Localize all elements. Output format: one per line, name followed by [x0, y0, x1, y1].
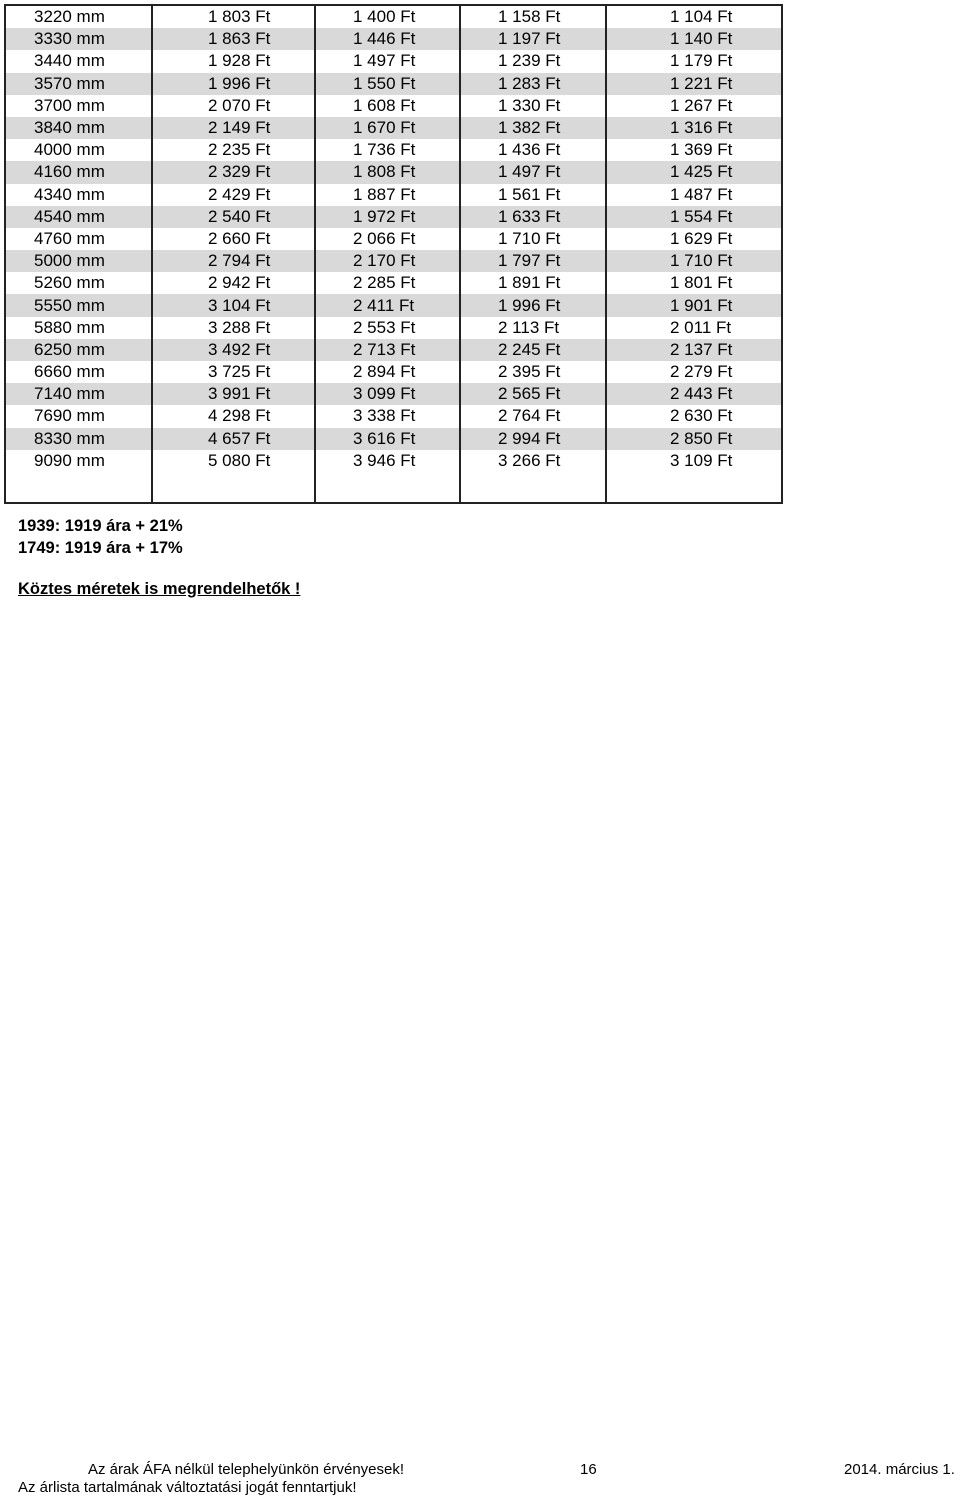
price-cell: 2 764 Ft	[460, 405, 606, 427]
price-cell: 1 670 Ft	[315, 117, 460, 139]
price-cell: 2 794 Ft	[152, 250, 315, 272]
price-cell: 1 382 Ft	[460, 117, 606, 139]
price-cell: 1 550 Ft	[315, 73, 460, 95]
size-cell: 5880 mm	[5, 317, 152, 339]
empty-cell	[606, 472, 782, 503]
price-cell: 4 298 Ft	[152, 405, 315, 427]
footer-page-number: 16	[580, 1461, 597, 1478]
price-cell: 2 137 Ft	[606, 339, 782, 361]
size-cell: 6660 mm	[5, 361, 152, 383]
size-cell: 5260 mm	[5, 272, 152, 294]
note-1749: 1749: 1919 ára + 17%	[18, 539, 183, 557]
price-cell: 1 803 Ft	[152, 5, 315, 28]
price-cell: 3 099 Ft	[315, 383, 460, 405]
price-cell: 2 395 Ft	[460, 361, 606, 383]
price-cell: 1 239 Ft	[460, 50, 606, 72]
price-cell: 2 713 Ft	[315, 339, 460, 361]
price-cell: 1 446 Ft	[315, 28, 460, 50]
table-row	[5, 95, 782, 117]
price-cell: 1 369 Ft	[606, 139, 782, 161]
price-cell: 2 429 Ft	[152, 184, 315, 206]
price-cell: 1 554 Ft	[606, 206, 782, 228]
size-cell: 3220 mm	[5, 5, 152, 28]
price-cell: 1 140 Ft	[606, 28, 782, 50]
empty-cell	[5, 472, 152, 503]
price-cell: 1 267 Ft	[606, 95, 782, 117]
table-row	[5, 184, 782, 206]
size-cell: 8330 mm	[5, 428, 152, 450]
table-row	[5, 28, 782, 50]
size-cell: 5000 mm	[5, 250, 152, 272]
table-row	[5, 450, 782, 472]
size-cell: 3840 mm	[5, 117, 152, 139]
price-cell: 3 616 Ft	[315, 428, 460, 450]
size-cell: 6250 mm	[5, 339, 152, 361]
price-cell: 1 901 Ft	[606, 294, 782, 316]
price-cell: 1 400 Ft	[315, 5, 460, 28]
price-cell: 1 497 Ft	[315, 50, 460, 72]
table-row	[5, 161, 782, 183]
price-cell: 2 540 Ft	[152, 206, 315, 228]
size-cell: 4000 mm	[5, 139, 152, 161]
price-cell: 3 109 Ft	[606, 450, 782, 472]
notes	[18, 515, 300, 600]
price-cell: 5 080 Ft	[152, 450, 315, 472]
price-cell: 1 487 Ft	[606, 184, 782, 206]
price-cell: 1 996 Ft	[460, 294, 606, 316]
price-cell: 1 633 Ft	[460, 206, 606, 228]
price-cell: 1 736 Ft	[315, 139, 460, 161]
price-cell: 2 443 Ft	[606, 383, 782, 405]
price-cell: 2 279 Ft	[606, 361, 782, 383]
price-cell: 1 863 Ft	[152, 28, 315, 50]
price-cell: 1 801 Ft	[606, 272, 782, 294]
price-cell: 1 197 Ft	[460, 28, 606, 50]
size-cell: 7140 mm	[5, 383, 152, 405]
price-cell: 1 283 Ft	[460, 73, 606, 95]
price-cell: 2 066 Ft	[315, 228, 460, 250]
price-cell: 1 887 Ft	[315, 184, 460, 206]
table-row	[5, 139, 782, 161]
price-cell: 1 221 Ft	[606, 73, 782, 95]
size-cell: 3570 mm	[5, 73, 152, 95]
price-cell: 1 710 Ft	[606, 250, 782, 272]
price-cell: 2 149 Ft	[152, 117, 315, 139]
table-row	[5, 5, 782, 28]
price-cell: 2 285 Ft	[315, 272, 460, 294]
price-cell: 2 411 Ft	[315, 294, 460, 316]
price-cell: 1 808 Ft	[315, 161, 460, 183]
price-cell: 3 492 Ft	[152, 339, 315, 361]
price-cell: 2 235 Ft	[152, 139, 315, 161]
table-row	[5, 272, 782, 294]
price-cell: 1 608 Ft	[315, 95, 460, 117]
table-row	[5, 405, 782, 427]
price-cell: 1 316 Ft	[606, 117, 782, 139]
price-cell: 2 850 Ft	[606, 428, 782, 450]
table-row	[5, 383, 782, 405]
table-row	[5, 50, 782, 72]
size-cell: 5550 mm	[5, 294, 152, 316]
price-table-body	[5, 5, 782, 503]
table-row	[5, 317, 782, 339]
footer-vat-note: Az árak ÁFA nélkül telephelyünkön érvényesek!	[88, 1461, 405, 1478]
table-row	[5, 73, 782, 95]
price-cell: 2 630 Ft	[606, 405, 782, 427]
price-cell: 2 553 Ft	[315, 317, 460, 339]
price-cell: 1 561 Ft	[460, 184, 606, 206]
price-cell: 2 245 Ft	[460, 339, 606, 361]
table-row	[5, 361, 782, 383]
footer-rights: Az árlista tartalmának változtatási jogát fenntartjuk!	[18, 1479, 357, 1496]
price-cell: 4 657 Ft	[152, 428, 315, 450]
price-cell: 2 894 Ft	[315, 361, 460, 383]
price-table	[4, 4, 783, 504]
price-cell: 1 158 Ft	[460, 5, 606, 28]
table-row	[5, 250, 782, 272]
price-cell: 1 179 Ft	[606, 50, 782, 72]
price-cell: 1 104 Ft	[606, 5, 782, 28]
price-cell: 3 288 Ft	[152, 317, 315, 339]
price-cell: 1 972 Ft	[315, 206, 460, 228]
size-cell: 3700 mm	[5, 95, 152, 117]
price-cell: 2 565 Ft	[460, 383, 606, 405]
empty-cell	[460, 472, 606, 503]
price-cell: 2 660 Ft	[152, 228, 315, 250]
empty-cell	[315, 472, 460, 503]
price-cell: 1 996 Ft	[152, 73, 315, 95]
intermediate-sizes-link[interactable]: Köztes méretek is megrendelhetők !	[18, 580, 301, 598]
table-row-blank	[5, 472, 782, 503]
price-cell: 2 113 Ft	[460, 317, 606, 339]
table-row	[5, 117, 782, 139]
price-cell: 2 994 Ft	[460, 428, 606, 450]
price-cell: 1 891 Ft	[460, 272, 606, 294]
price-cell: 1 928 Ft	[152, 50, 315, 72]
footer-date: 2014. március 1.	[844, 1461, 955, 1478]
size-cell: 3440 mm	[5, 50, 152, 72]
price-cell: 2 942 Ft	[152, 272, 315, 294]
price-cell: 3 991 Ft	[152, 383, 315, 405]
price-cell: 3 338 Ft	[315, 405, 460, 427]
price-cell: 1 497 Ft	[460, 161, 606, 183]
note-1939: 1939: 1919 ára + 21%	[18, 517, 183, 535]
price-cell: 2 011 Ft	[606, 317, 782, 339]
price-cell: 3 266 Ft	[460, 450, 606, 472]
price-cell: 2 329 Ft	[152, 161, 315, 183]
price-cell: 1 330 Ft	[460, 95, 606, 117]
empty-cell	[152, 472, 315, 503]
price-cell: 1 629 Ft	[606, 228, 782, 250]
price-cell: 3 104 Ft	[152, 294, 315, 316]
price-cell: 1 797 Ft	[460, 250, 606, 272]
size-cell: 4160 mm	[5, 161, 152, 183]
table-row	[5, 294, 782, 316]
size-cell: 7690 mm	[5, 405, 152, 427]
table-row	[5, 206, 782, 228]
price-cell: 1 710 Ft	[460, 228, 606, 250]
size-cell: 4540 mm	[5, 206, 152, 228]
size-cell: 4760 mm	[5, 228, 152, 250]
price-cell: 1 425 Ft	[606, 161, 782, 183]
size-cell: 9090 mm	[5, 450, 152, 472]
price-cell: 1 436 Ft	[460, 139, 606, 161]
price-cell: 3 946 Ft	[315, 450, 460, 472]
price-cell: 2 070 Ft	[152, 95, 315, 117]
table-row	[5, 428, 782, 450]
size-cell: 3330 mm	[5, 28, 152, 50]
table-row	[5, 339, 782, 361]
price-cell: 2 170 Ft	[315, 250, 460, 272]
table-row	[5, 228, 782, 250]
size-cell: 4340 mm	[5, 184, 152, 206]
price-cell: 3 725 Ft	[152, 361, 315, 383]
